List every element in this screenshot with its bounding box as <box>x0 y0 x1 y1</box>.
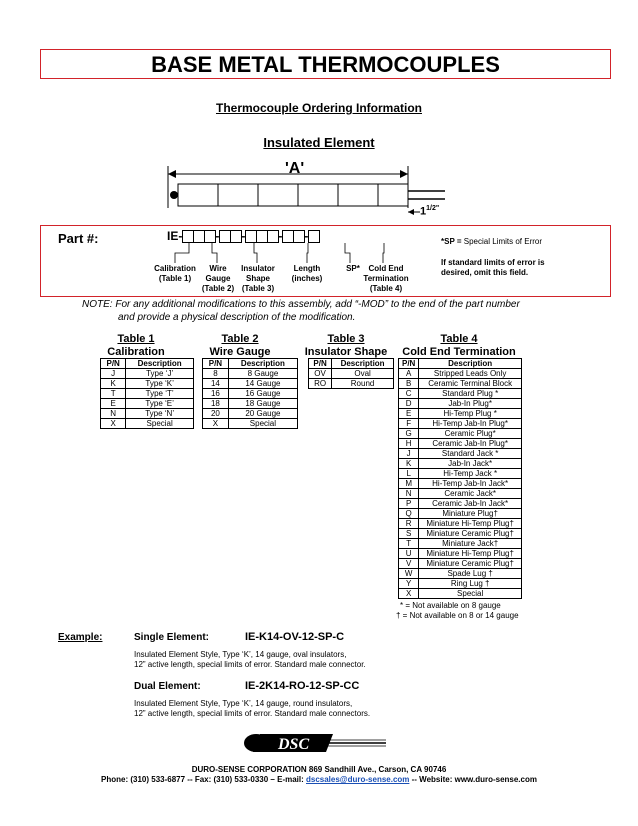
single-element-desc-2: 12” active length, special limits of error. Standard male connector. <box>134 660 366 669</box>
insulator-field-2 <box>230 230 242 243</box>
table-row <box>399 549 522 559</box>
pn-cell: 20 <box>203 409 229 419</box>
table-row <box>399 449 522 459</box>
description-cell: Ring Lug † <box>419 579 522 589</box>
pn-cell: 16 <box>203 389 229 399</box>
table-row <box>399 519 522 529</box>
description-cell: Miniature Ceramic Plug† <box>419 559 522 569</box>
description-cell: Hi-Temp Jab-In Plug* <box>419 419 522 429</box>
table-row <box>399 399 522 409</box>
table-row <box>399 579 522 589</box>
table-row <box>399 409 522 419</box>
table-row <box>399 569 522 579</box>
pn-cell: J <box>101 369 126 379</box>
table-row <box>399 509 522 519</box>
pn-cell: K <box>399 459 419 469</box>
pn-cell: D <box>399 399 419 409</box>
pn-cell: T <box>399 539 419 549</box>
description-cell: 16 Gauge <box>228 389 297 399</box>
pn-cell: E <box>101 399 126 409</box>
description-cell: Type ‘J’ <box>126 369 194 379</box>
pn-cell: L <box>399 469 419 479</box>
footer-website: -- Website: www.duro-sense.com <box>409 775 537 784</box>
table-row <box>399 539 522 549</box>
sp-field-2 <box>293 230 305 243</box>
description-cell: Ceramic Plug* <box>419 429 522 439</box>
description-cell: Miniature Hi-Temp Plug† <box>419 519 522 529</box>
description-cell: Standard Jack * <box>419 449 522 459</box>
dimension-a-label: 'A' <box>285 160 305 177</box>
description-cell: 18 Gauge <box>228 399 297 409</box>
logo-text: DSC <box>278 736 310 753</box>
pn-cell: F <box>399 419 419 429</box>
table2-title: Table 2 Wire Gauge <box>209 333 271 358</box>
pn-cell: G <box>399 429 419 439</box>
caption-calibration: Calibration (Table 1) <box>154 264 196 283</box>
pn-cell: 18 <box>203 399 229 409</box>
omit-note: If standard limits of error is desired, omit this field. <box>441 258 545 277</box>
pn-cell: C <box>399 389 419 399</box>
table3-header-pn: P/N <box>309 359 332 369</box>
description-cell: Stripped Leads Only <box>419 369 522 379</box>
caption-sp: SP* <box>346 264 360 273</box>
table-row <box>101 379 194 389</box>
pn-cell: H <box>399 439 419 449</box>
description-cell: Ceramic Jab-In Plug* <box>419 439 522 449</box>
pn-cell: E <box>399 409 419 419</box>
page-title: BASE METAL THERMOCOUPLES <box>40 49 611 79</box>
part-code-template: IE- - - - - <box>167 229 319 243</box>
pn-cell: R <box>399 519 419 529</box>
description-cell: Round <box>332 379 394 389</box>
description-cell: Type ‘T’ <box>126 389 194 399</box>
pn-cell: S <box>399 529 419 539</box>
part-prefix: IE- <box>167 229 183 243</box>
table-row <box>399 529 522 539</box>
single-element-label: Single Element: <box>134 632 210 643</box>
pn-cell: P <box>399 499 419 509</box>
single-element-desc-1: Insulated Element Style, Type ‘K’, 14 gauge, oval insulators, <box>134 650 347 659</box>
table-row <box>101 419 194 429</box>
dual-element-desc-2: 12” active length, special limits of error. Standard male connectors. <box>134 709 371 718</box>
description-cell: Ceramic Jack* <box>419 489 522 499</box>
sp-note: *SP = Special Limits of Error <box>441 237 543 246</box>
pn-cell: J <box>399 449 419 459</box>
description-cell: Miniature Ceramic Plug† <box>419 529 522 539</box>
description-cell: Hi-Temp Jab-In Jack* <box>419 479 522 489</box>
part-label: Part #: <box>58 231 99 246</box>
table-row <box>399 439 522 449</box>
table2-header-pn: P/N <box>203 359 229 369</box>
pn-cell: V <box>399 559 419 569</box>
pn-cell: K <box>101 379 126 389</box>
table1-header-pn: P/N <box>101 359 126 369</box>
pn-cell: M <box>399 479 419 489</box>
section-heading: Insulated Element <box>263 135 375 150</box>
pn-cell: B <box>399 379 419 389</box>
part-caption-connectors <box>150 243 410 265</box>
pn-cell: T <box>101 389 126 399</box>
description-cell: Miniature Jack† <box>419 539 522 549</box>
description-cell: Standard Plug * <box>419 389 522 399</box>
description-cell: Special <box>228 419 297 429</box>
table-row <box>399 479 522 489</box>
table4-header-description: Description <box>419 359 522 369</box>
description-cell: Special <box>126 419 194 429</box>
table-row <box>309 379 394 389</box>
dual-element-label: Dual Element: <box>134 681 201 692</box>
description-cell: Jab-In Jack* <box>419 459 522 469</box>
table-row <box>399 369 522 379</box>
caption-length: Length (inches) <box>291 264 323 283</box>
company-logo <box>238 730 388 756</box>
table-row <box>203 369 298 379</box>
table-row <box>399 469 522 479</box>
table4-title: Table 4 Cold End Termination <box>402 333 516 358</box>
cold-end-field <box>308 230 320 243</box>
description-cell: Ceramic Terminal Block <box>419 379 522 389</box>
pn-cell: N <box>101 409 126 419</box>
table2-wire-gauge <box>202 358 298 429</box>
table4-header-pn: P/N <box>399 359 419 369</box>
table1-title: Table 1 Calibration <box>107 333 165 358</box>
description-cell: 20 Gauge <box>228 409 297 419</box>
table1-header-description: Description <box>126 359 194 369</box>
email-link[interactable]: dscsales@duro-sense.com <box>306 775 410 784</box>
ordering-info-heading: Thermocouple Ordering Information <box>215 101 422 115</box>
table-row <box>399 379 522 389</box>
dimension-b-label: $1^{1/2"}$ <box>420 205 440 218</box>
table3-title: Table 3 Insulator Shape <box>304 333 388 358</box>
description-cell: Special <box>419 589 522 599</box>
table-row <box>399 429 522 439</box>
description-cell: 14 Gauge <box>228 379 297 389</box>
pn-cell: A <box>399 369 419 379</box>
table3-insulator-shape <box>308 358 394 389</box>
description-cell: Type ‘N’ <box>126 409 194 419</box>
pn-cell: U <box>399 549 419 559</box>
description-cell: Ceramic Jab-In Jack* <box>419 499 522 509</box>
pn-cell: 8 <box>203 369 229 379</box>
note-line-1: NOTE: For any additional modifications to this assembly, add “-MOD” to the end of the part number <box>82 299 520 310</box>
pn-cell: Q <box>399 509 419 519</box>
footer-company: DURO-SENSE CORPORATION 869 Sandhill Ave., Carson, CA 90746 <box>191 765 447 774</box>
table-row <box>101 389 194 399</box>
pn-cell: X <box>399 589 419 599</box>
description-cell: Hi-Temp Plug * <box>419 409 522 419</box>
table-row <box>399 389 522 399</box>
single-element-code: IE-K14-OV-12-SP-C <box>245 631 345 643</box>
table-row <box>399 499 522 509</box>
table-row <box>101 369 194 379</box>
pn-cell: Y <box>399 579 419 589</box>
thermocouple-diagram <box>160 160 450 222</box>
table-row <box>203 379 298 389</box>
example-label: Example: <box>58 632 103 643</box>
caption-insulator: Insulator Shape (Table 3) <box>241 264 275 293</box>
table-row <box>399 489 522 499</box>
caption-cold-end: Cold End Termination (Table 4) <box>363 264 409 293</box>
pn-cell: N <box>399 489 419 499</box>
note-line-2: and provide a physical description of the modification. <box>118 312 356 323</box>
caption-wire-gauge: Wire Gauge (Table 2) <box>201 264 235 293</box>
table3-header-description: Description <box>332 359 394 369</box>
table4-cold-end <box>398 358 522 599</box>
table-row <box>203 399 298 409</box>
footer-phone-fax: Phone: (310) 533-6877 -- Fax: (310) 533-0330 – E-mail: <box>101 775 306 784</box>
description-cell: Jab-In Plug* <box>419 399 522 409</box>
description-cell: Type ‘K’ <box>126 379 194 389</box>
table-row <box>399 589 522 599</box>
table-row <box>203 409 298 419</box>
pn-cell: X <box>203 419 229 429</box>
length-field-3 <box>267 230 279 243</box>
description-cell: 8 Gauge <box>228 369 297 379</box>
table2-header-description: Description <box>228 359 297 369</box>
table1-calibration <box>100 358 194 429</box>
pn-cell: W <box>399 569 419 579</box>
pn-cell: 14 <box>203 379 229 389</box>
table4-footnote-2: † = Not available on 8 or 14 gauge <box>396 611 519 620</box>
description-cell: Spade Lug † <box>419 569 522 579</box>
footer-contact <box>0 775 638 784</box>
table-row <box>101 409 194 419</box>
dual-element-code: IE-2K14-RO-12-SP-CC <box>245 680 360 692</box>
table-row <box>399 459 522 469</box>
dual-element-desc-1: Insulated Element Style, Type ‘K’, 14 gauge, round insulators, <box>134 699 353 708</box>
description-cell: Type ‘E’ <box>126 399 194 409</box>
table-row <box>203 389 298 399</box>
table-row <box>101 399 194 409</box>
table-row <box>203 419 298 429</box>
table-row <box>399 419 522 429</box>
table4-footnote-1: * = Not available on 8 gauge <box>400 601 501 610</box>
wire-gauge-field-2 <box>204 230 216 243</box>
description-cell: Miniature Plug† <box>419 509 522 519</box>
description-cell: Hi-Temp Jack * <box>419 469 522 479</box>
description-cell: Miniature Hi-Temp Plug† <box>419 549 522 559</box>
description-cell: Oval <box>332 369 394 379</box>
pn-cell: X <box>101 419 126 429</box>
pn-cell: OV <box>309 369 332 379</box>
table-row <box>399 559 522 569</box>
table-row <box>309 369 394 379</box>
pn-cell: RO <box>309 379 332 389</box>
